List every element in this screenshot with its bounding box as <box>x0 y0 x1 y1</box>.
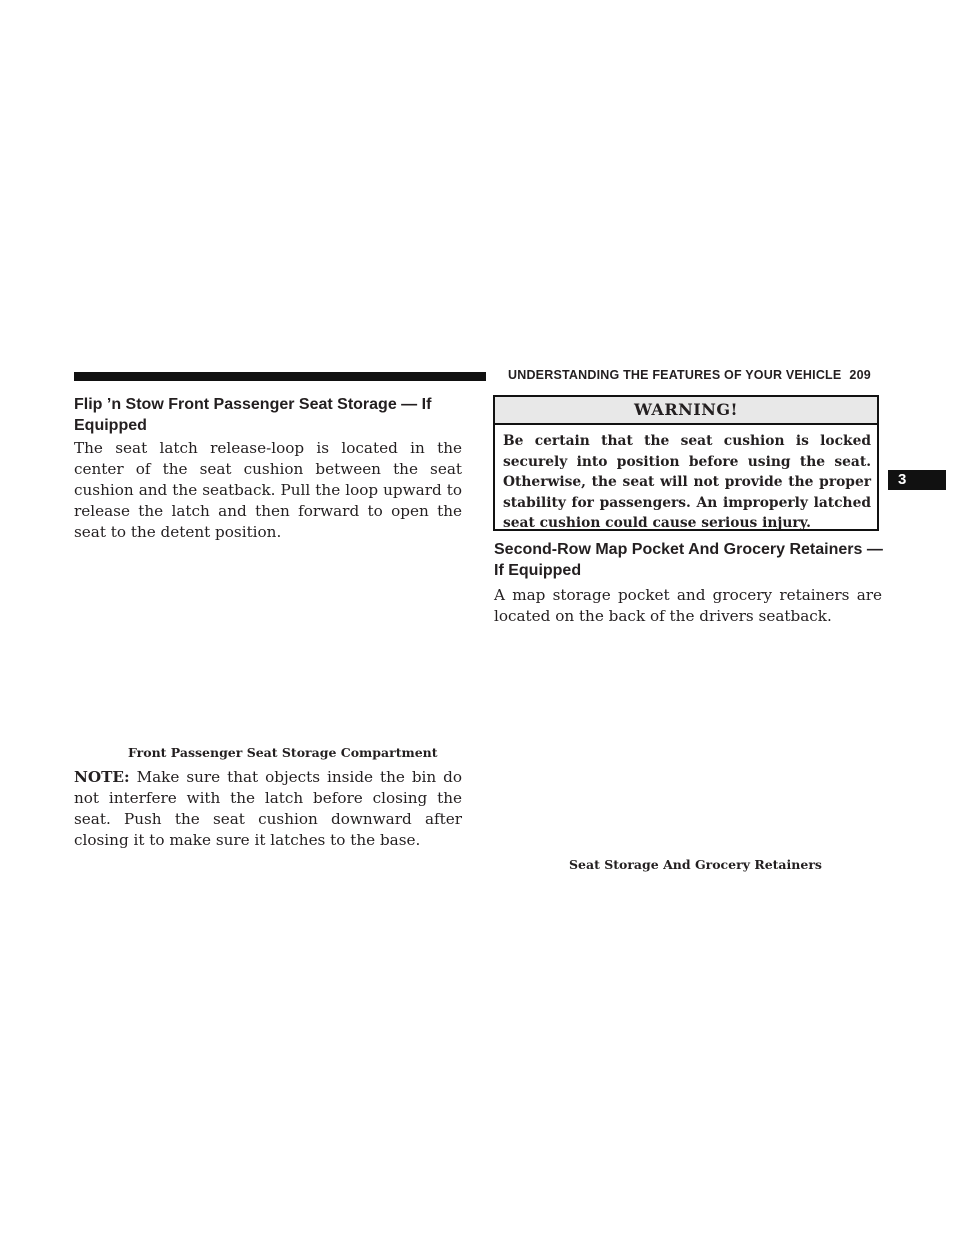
warning-title: WARNING! <box>495 397 877 425</box>
right-paragraph: A map storage pocket and grocery retainers are located on the back of the drivers seatback. <box>494 586 882 625</box>
left-paragraph: The seat latch release-loop is located in the center of the seat cushion between the seat cushion and the seatback. Pull the loop upward to release the latch and then forward to open the seat to the detent position. <box>74 439 462 541</box>
section-title: UNDERSTANDING THE FEATURES OF YOUR VEHICLE <box>508 368 842 382</box>
right-heading: Second-Row Map Pocket And Grocery Retainers — If Equipped <box>494 541 883 579</box>
right-figure-caption: Seat Storage And Grocery Retainers <box>569 857 822 872</box>
running-header <box>508 368 871 382</box>
chapter-tab[interactable]: 3 <box>888 470 946 490</box>
left-heading: Flip ’n Stow Front Passenger Seat Storage — If Equipped <box>74 396 432 434</box>
left-figure-caption: Front Passenger Seat Storage Compartment <box>128 745 438 760</box>
page-number: 209 <box>849 368 871 382</box>
note-text: Make sure that objects inside the bin do not interfere with the latch before closing the seat. Push the seat cushion downward after closing it to make sure it latches to the base. <box>74 768 463 849</box>
note-label: NOTE: <box>74 768 130 786</box>
warning-text: Be certain that the seat cushion is locked securely into position before using the seat. Otherwise, the seat will not provide the proper stability for passengers. An improperly latched seat cushion could cause serious injury. <box>503 433 871 531</box>
warning-box <box>493 395 879 531</box>
header-rule <box>74 372 486 381</box>
note-paragraph <box>74 767 462 851</box>
